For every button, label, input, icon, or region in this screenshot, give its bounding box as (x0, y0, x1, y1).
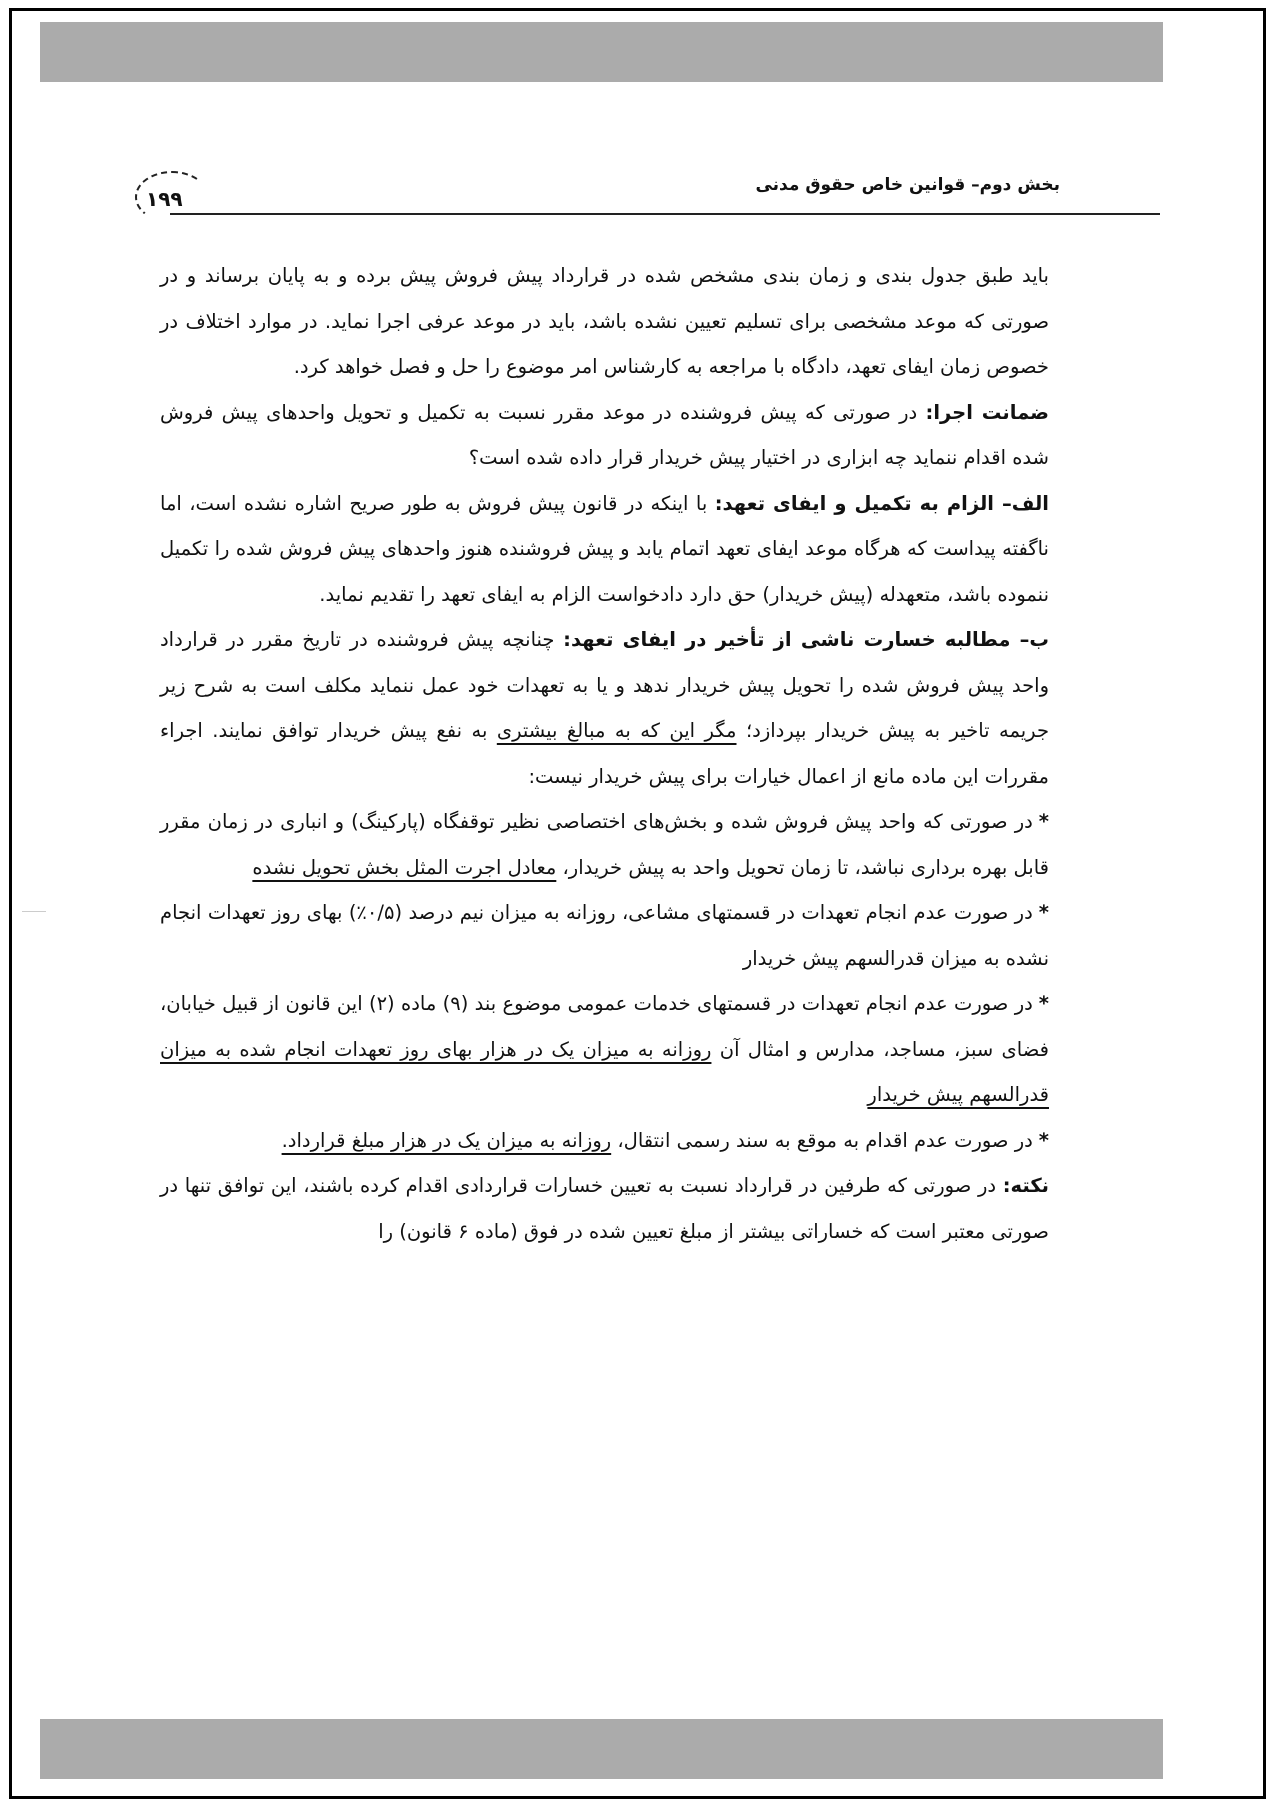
paragraph-heading: ب– مطالبه خسارت ناشی از تأخیر در ایفای تعهد: (563, 628, 1050, 651)
underlined-text: روزانه به میزان یک در هزار بهای روز تعهدات انجام شده به میزان قدرالسهم پیش خریدار (160, 1037, 1049, 1106)
bullet-asterisk: * (1038, 810, 1049, 833)
scan-mark (22, 911, 46, 912)
bullet-asterisk: * (1038, 1128, 1049, 1152)
body-text (160, 253, 1049, 1254)
underlined-text: مگر این که به مبالغ بیشتری (496, 719, 737, 742)
page-header (100, 151, 1160, 231)
paragraph-be: ب– مطالبه خسارت ناشی از تأخیر در ایفای تعهد: چنانچه پیش فروشنده در تاریخ مقرر در قرارداد واحد پیش فروش شده را تحویل پیش خریدار ندهد و یا به تعهدات خود عمل ننماید مکلف است به شرح زیر جریمه تاخیر به پیش خریدار بپردازد؛ مگر این که به مبالغ بیشتری به نفع پیش خریدار توافق نمایند. اجراء مقررات این ماده مانع از اعمال خیارات برای پیش خریدار نیست: (160, 628, 1050, 788)
paragraph-1: باید طبق جدول بندی و زمان بندی مشخص شده در قرارداد پیش فروش پیش برده و به پایان برساند و در صورتی که موعد مشخصی برای تسلیم تعیین نشده باشد، باید در موعد عرفی اجرا نماید. در موارد اختلاف در خصوص زمان ایفای تعهد، دادگاه با مراجعه به کارشناس امر موضوع را حل و فصل خواهد کرد. (160, 264, 1049, 378)
paragraph-heading: الف– الزام به تکمیل و ایفای تعهد: (714, 491, 1049, 515)
page-frame (9, 8, 1266, 1799)
list-item: *در صورتی که واحد پیش فروش شده و بخش‌های اختصاصی نظیر توقفگاه (پارکینگ) و انباری در زمان مقرر قابل بهره برداری نباشد، تا زمان تحویل واحد به پیش خریدار، معادل اجرت المثل بخش تحویل نشده (160, 810, 1049, 879)
paragraph-alef: الف– الزام به تکمیل و ایفای تعهد: با اینکه در قانون پیش فروش به طور صریح اشاره نشده است، اما ناگفته پیداست که هرگاه موعد ایفای تعهد اتمام یابد و پیش فروشنده هنوز واحدهای پیش فروش شده را تکمیل ننموده باشد، متعهدله (پیش خریدار) حق دارد دادخواست الزام به ایفای تعهد را تقدیم نماید. (160, 491, 1049, 606)
paragraph-note: نکته: در صورتی که طرفین در قرارداد نسبت به تعیین خسارات قراردادی اقدام کرده باشند، این توافق تنها در صورتی معتبر است که خساراتی بیشتر از مبلغ تعیین شده در فوق (ماده ۶ قانون) را (160, 1174, 1049, 1243)
top-gray-band (40, 22, 1163, 82)
paragraph-heading: نکته: (1002, 1174, 1049, 1197)
underlined-text: روزانه به میزان یک در هزار مبلغ قرارداد. (281, 1128, 612, 1152)
list-item: *در صورت عدم انجام تعهدات در قسمتهای خدمات عمومی موضوع بند (۹) ماده (۲) این قانون از قبیل خیابان، فضای سبز، مساجد، مدارس و امثال آن روزانه به میزان یک در هزار بهای روز تعهدات انجام شده به میزان قدرالسهم پیش خریدار (160, 992, 1049, 1106)
bullet-asterisk: * (1038, 901, 1049, 924)
header-rule (170, 213, 1160, 215)
page-number: ۱۹۹ (146, 187, 183, 211)
bullet-asterisk: * (1038, 992, 1049, 1015)
list-item: *در صورت عدم انجام تعهدات در قسمتهای مشاعی، روزانه به میزان نیم درصد (۰/۵٪) بهای روز تعهدات انجام نشده به میزان قدرالسهم پیش خریدار (160, 901, 1049, 970)
paragraph-heading: ضمانت اجرا: (925, 400, 1049, 424)
bottom-gray-band (40, 1719, 1163, 1779)
paragraph-guarantee: ضمانت اجرا: در صورتی که پیش فروشنده در موعد مقرر نسبت به تکمیل و تحویل واحدهای پیش فروش شده اقدام ننماید چه ابزاری در اختیار پیش خریدار قرار داده شده است؟ (160, 400, 1049, 469)
list-item: *در صورت عدم اقدام به موقع به سند رسمی انتقال، روزانه به میزان یک در هزار مبلغ قرارداد. (281, 1128, 1049, 1152)
running-head: بخش دوم– قوانین خاص حقوق مدنی (755, 175, 1060, 195)
underlined-text: معادل اجرت المثل بخش تحویل نشده (252, 855, 557, 879)
